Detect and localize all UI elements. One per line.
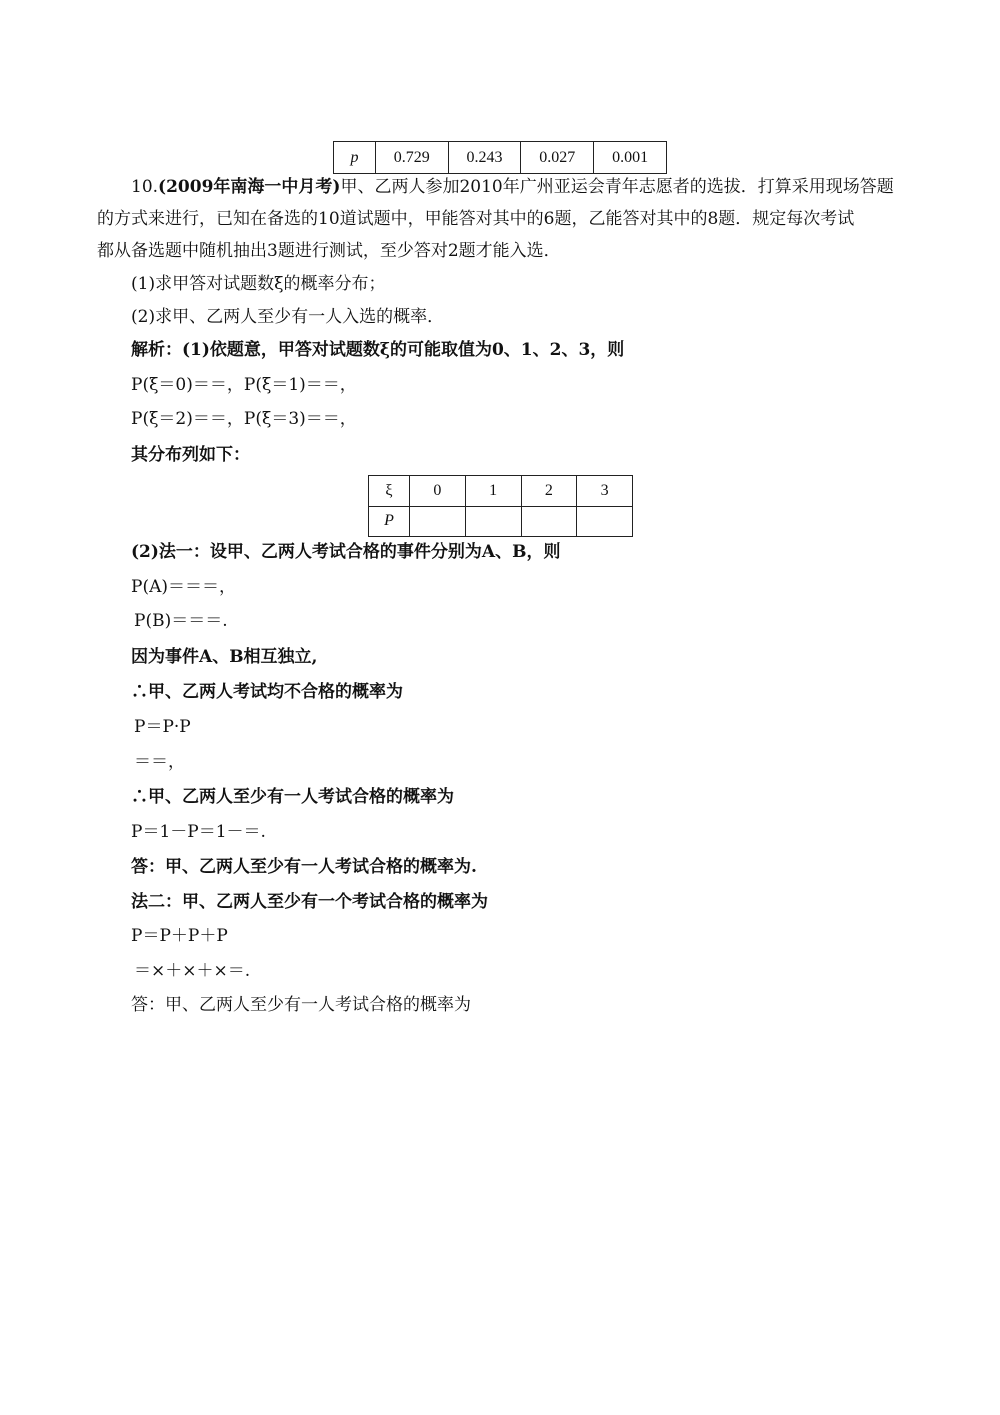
answer-1: 答：甲、乙两人至少有一人考试合格的概率为. [131, 857, 477, 877]
product-line: P＝P·P [134, 717, 191, 737]
table-cell-label: P [369, 506, 410, 537]
top-probability-table [333, 141, 667, 174]
problem-line-1 [131, 175, 894, 199]
equals-line: ＝＝， [134, 752, 185, 772]
sum-line: P＝P＋P＋P [131, 926, 228, 946]
probability-line-2: P(ξ＝2)＝＝，P(ξ＝3)＝＝， [131, 409, 357, 429]
table-cell-label: ξ [369, 476, 410, 507]
at-least-one-line: ∴甲、乙两人至少有一人考试合格的概率为 [131, 787, 454, 807]
table-cell-label: p [334, 142, 376, 174]
problem-source: (2009年南海一中月考) [158, 177, 341, 197]
table-cell: 0.001 [594, 142, 667, 174]
method-1-intro: (2)法一：设甲、乙两人考试合格的事件分别为A、B，则 [131, 542, 561, 562]
table-cell [410, 506, 466, 537]
table-row [369, 476, 633, 507]
question-2: (2)求甲、乙两人至少有一人入选的概率． [131, 307, 445, 327]
table-row [369, 506, 633, 537]
neither-pass-line: ∴甲、乙两人考试均不合格的概率为 [131, 682, 403, 702]
table-cell: 0.729 [375, 142, 448, 174]
table-cell: 3 [577, 476, 633, 507]
probability-b: P(B)＝＝＝. [134, 611, 228, 631]
table-cell [577, 506, 633, 537]
independence-line: 因为事件A、B相互独立, [131, 647, 318, 667]
question-1: (1)求甲答对试题数ξ的概率分布； [131, 274, 386, 294]
problem-text: 甲、乙两人参加2010年广州亚运会青年志愿者的选拔．打算采用现场答题 [340, 177, 894, 197]
table-cell [521, 506, 577, 537]
table-cell: 1 [465, 476, 521, 507]
table-cell: 0.243 [448, 142, 521, 174]
table-row [334, 142, 667, 174]
problem-line-3: 都从备选题中随机抽出3题进行测试，至少答对2题才能入选． [97, 241, 561, 261]
table-cell: 0 [410, 476, 466, 507]
table-cell: 0.027 [521, 142, 594, 174]
problem-number: 10. [131, 177, 159, 197]
distribution-table [368, 475, 633, 537]
problem-line-2: 的方式来进行，已知在备选的10道试题中，甲能答对其中的6题，乙能答对其中的8题．规定每次考试 [97, 209, 855, 229]
solution-intro: 解析：(1)依题意，甲答对试题数ξ的可能取值为0、1、2、3，则 [131, 340, 625, 360]
probability-line-1: P(ξ＝0)＝＝，P(ξ＝1)＝＝， [131, 375, 357, 395]
table-cell: 2 [521, 476, 577, 507]
complement-line: P＝1－P＝1－＝. [131, 822, 266, 842]
answer-2: 答：甲、乙两人至少有一人考试合格的概率为 [131, 995, 471, 1015]
probability-a: P(A)＝＝＝， [131, 577, 236, 597]
table-cell [465, 506, 521, 537]
distribution-intro: 其分布列如下： [131, 445, 250, 465]
method-2-intro: 法二：甲、乙两人至少有一个考试合格的概率为 [131, 892, 488, 912]
sum-value-line: ＝×＋×＋×＝. [134, 961, 251, 981]
